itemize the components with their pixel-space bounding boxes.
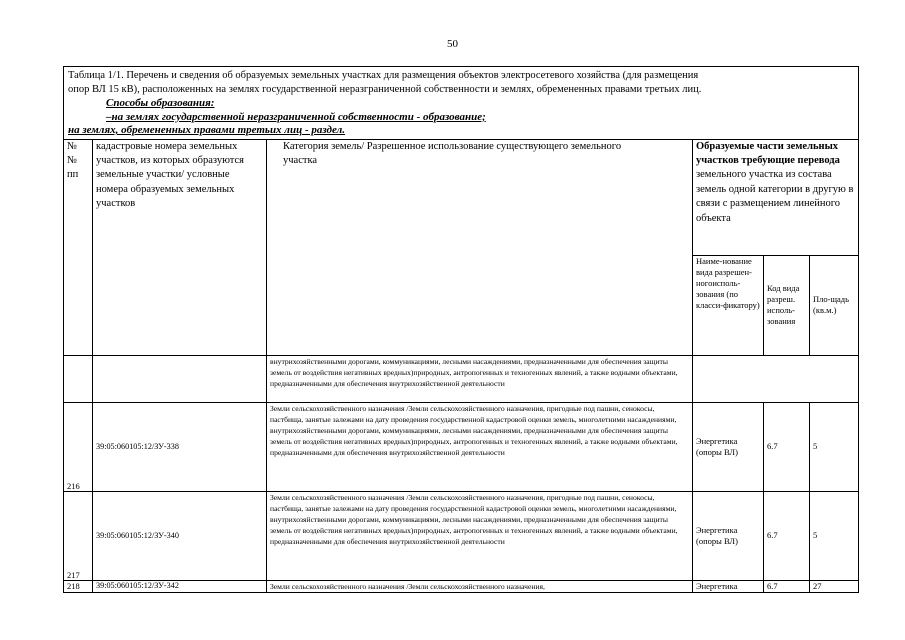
row-code: 6.7 — [764, 491, 810, 580]
row-cadastral: 39:05:060105:12/ЗУ-338 — [93, 402, 267, 491]
row-category: Земли сельскохозяйственного назначения /Земли сельскохозяйственного назначения, пригодные под пашни, сенокосы, пастбища, занятые залежами на дату проведения государственной кадастровой оценки земель, многолетними насаждениями, внутрихозяйственными дорогами, коммуникациями, лесными насаждениями, предназначенными для обеспечения защиты земель от воздействия негативных вредных)природных, антропогенных и техногенных явлений, а также водными объектами, предназначенными для обеспечения внутрихозяйственной деятельности — [267, 491, 693, 580]
row-number: 218 — [64, 580, 93, 592]
row-code: 6.7 — [764, 580, 810, 592]
row-use-name: Энергетика — [693, 580, 764, 592]
formation-method-2: на землях, обремененных правами третьих лиц - раздел. — [68, 124, 345, 136]
formation-methods-title: Способы образования: — [106, 97, 215, 109]
row-code: 6.7 — [764, 402, 810, 491]
header-category: Категория земель/ Разрешенное использование существующего земельного участка — [267, 139, 693, 355]
table-row — [64, 580, 859, 592]
page-number: 50 — [447, 38, 458, 50]
header-number: № № пп — [64, 139, 93, 355]
row-use-name: Энергетика (опоры ВЛ) — [693, 402, 764, 491]
row-area: 27 — [810, 580, 859, 592]
row-use-name: Энергетика (опоры ВЛ) — [693, 491, 764, 580]
subheader-use-name: Наиме-нование вида разрешен-ногоисполь-зования (по класси-фикатору) — [693, 255, 764, 355]
table-caption-row — [64, 67, 859, 140]
subheader-code: Код вида разреш. исполь-зования — [764, 255, 810, 355]
row-cadastral: 39:05:060105:12/ЗУ-342 — [93, 580, 267, 592]
caption-line-1: Таблица 1/1. Перечень и сведения об образуемых земельных участках для размещения объектов электросетевого хозяйства (для размещения — [68, 70, 699, 81]
header-parts-rest: земельного участка из состава земель одной категории в другую в связи с размещением линейного объекта — [696, 169, 854, 224]
continuation-cadastral — [93, 355, 267, 402]
formation-method-1: –на землях государственной неразграниченной собственности - образование; — [106, 110, 486, 123]
row-category: Земли сельскохозяйственного назначения /Земли сельскохозяйственного назначения, пригодные под пашни, сенокосы, пастбища, занятые залежами на дату проведения государственной кадастровой оценки земель, многолетними насаждениями, внутрихозяйственными дорогами, коммуникациями, лесными насаждениями, предназначенными для обеспечения защиты земель от воздействия негативных вредных)природных, антропогенных и техногенных явлений, а также водными объектами, предназначенными для обеспечения внутрихозяйственной деятельности — [267, 402, 693, 491]
table-row — [64, 491, 859, 580]
continuation-num — [64, 355, 93, 402]
row-area: 5 — [810, 491, 859, 580]
table-row — [64, 402, 859, 491]
header-row — [64, 139, 859, 255]
continuation-category: внутрихозяйственными дорогами, коммуникациями, лесными насаждениями, предназначенными для обеспечения защиты земель от воздействия негативных вредных)природных, антропогенных и техногенных явлений, а также водными объектами, предназначенными для обеспечения внутрихозяйственной деятельности — [267, 355, 693, 402]
continuation-row — [64, 355, 859, 402]
table-caption — [64, 67, 859, 140]
header-parts — [693, 139, 859, 255]
header-cadastral: кадастровые номера земельных участков, из которых образуются земельные участки/ условные номера образуемых земельных участков — [93, 139, 267, 355]
row-area: 5 — [810, 402, 859, 491]
row-category: Земли сельскохозяйственного назначения /Земли сельскохозяйственного назначения, — [267, 580, 693, 592]
continuation-parts — [693, 355, 859, 402]
header-parts-bold: Образуемые части земельных участков требующие перевода — [696, 140, 840, 166]
row-number: 217 — [64, 491, 93, 580]
subheader-area: Пло-щадь (кв.м.) — [810, 255, 859, 355]
land-plots-table — [63, 66, 859, 593]
caption-line-2: опор ВЛ 15 кВ), расположенных на землях государственной неразграниченной собственности и землях, обремененных правами третьих лиц. — [68, 84, 702, 95]
row-cadastral: 39:05:060105:12/ЗУ-340 — [93, 491, 267, 580]
row-number: 216 — [64, 402, 93, 491]
